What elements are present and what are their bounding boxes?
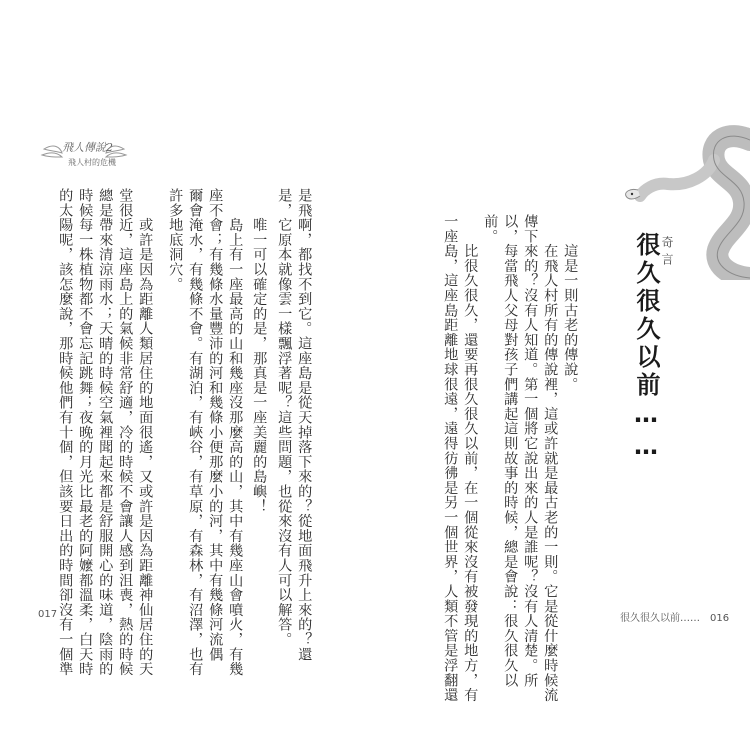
text-column: 或許是因為距離人類居住的地面很遙，又或許是因為距離神仙居住的天 (137, 188, 154, 677)
text-column: 堂很近，這座島上的氣候非常舒適，冷的時候不會讓人感到沮喪，熱的時候 (117, 188, 134, 677)
text-column: 總是帶來清涼雨水；天晴的時候空氣裡聞起來都是舒服開心的味道，陰雨的 (97, 188, 114, 677)
text-column: 島上有一座最高的山和幾座沒那麼高的山，其中有幾座山會噴火，有幾 (227, 188, 244, 677)
chapter-label: 奇言 (660, 236, 674, 270)
page-number: 017 (38, 609, 58, 620)
chapter-title: 很久很久以前…… (632, 232, 660, 464)
series-logo (40, 137, 128, 181)
text-column: 是，它原本就像雲一樣飄浮著呢？這些問題，也從來沒有人可以解答。 (276, 188, 293, 647)
text-column: 比很久很久，還要再很久很久以前，在一個從來沒有被發現的地方，有 (462, 214, 479, 703)
text-column: 時候每一株植物都不會忘記跳舞；夜晚的月光比最老的阿嬤都溫柔，白天時 (77, 188, 94, 677)
right-page (375, 0, 750, 750)
page-number: 很久很久以前…… 016 (620, 613, 730, 624)
text-column: 許多地底洞穴。 (167, 188, 184, 292)
series-title: 飛人傳說2 (62, 141, 113, 154)
text-column: 是飛啊，都找不到它。這座島是從天掉落下來的？從地面飛升上來的？還 (296, 188, 313, 662)
text-column: 以，每當飛人父母對孩子們講起這則故事的時候，總是會說：很久很久以 (502, 214, 519, 688)
text-column: 這是一則古老的傳說。 (562, 214, 579, 392)
text-column: 在飛人村所有的傳說裡，這或許就是最古老的一則。它是從什麼時候流 (542, 214, 559, 703)
text-column: 座不會；有幾條水量豐沛的河和幾條小便那麼小的河，其中有幾條河流偶 (207, 188, 224, 662)
text-column: 一座島，這座島距離地球很遠，遠得彷彿是另一個世界，人類不管是浮翻還 (442, 214, 459, 703)
series-subtitle: 飛人村的危機 (68, 158, 116, 167)
text-column: 前。 (482, 214, 499, 244)
text-column: 唯一可以確定的是，那真是一座美麗的島嶼！ (251, 188, 268, 514)
text-column: 傳下來的？沒有人知道。第一個將它說出來的人是誰呢？沒有人清楚。所 (522, 214, 539, 688)
text-column: 的太陽呢，該怎麼說，那時候他們有十個，但該要日出的時間卻沒有一個準 (57, 188, 74, 677)
text-column: 爾會淹水，有幾條不會。有湖泊，有峽谷，有草原，有森林，有沼澤，也有 (187, 188, 204, 677)
